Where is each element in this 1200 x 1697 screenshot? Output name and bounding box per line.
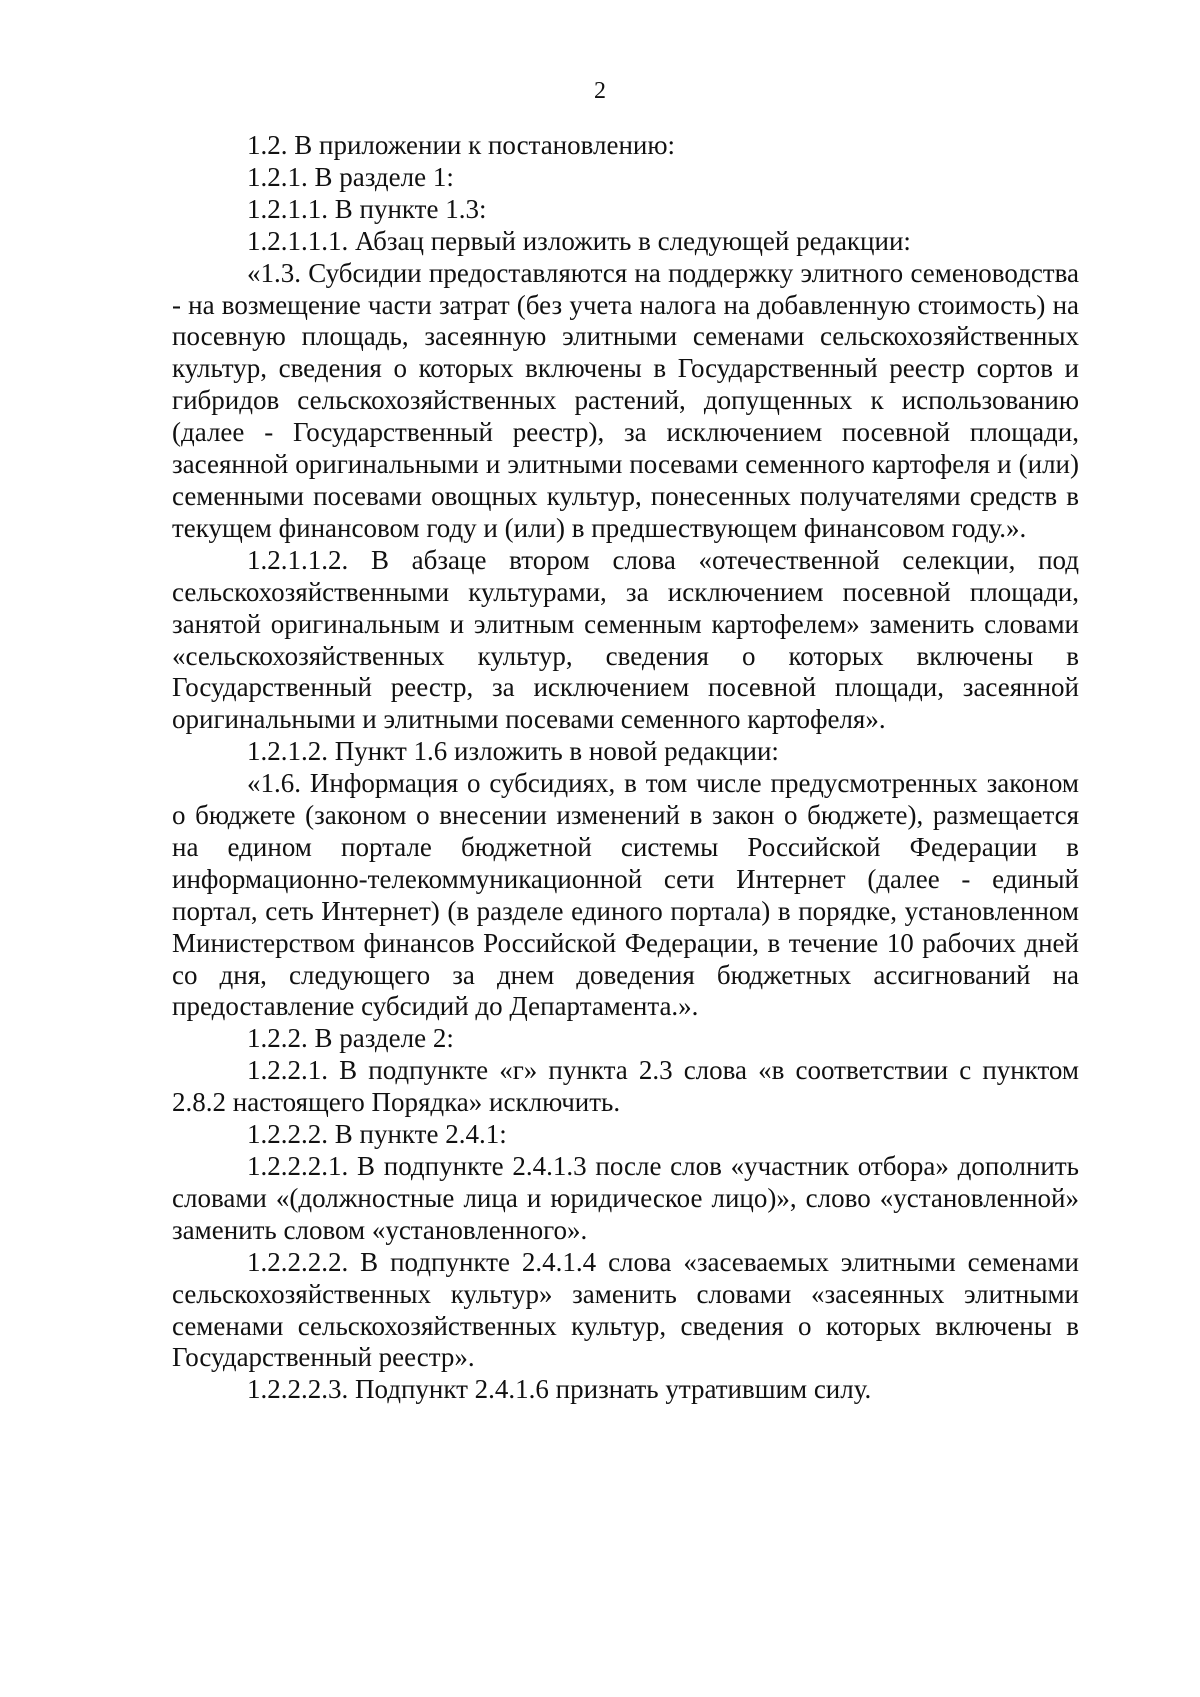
paragraph-1-2-1-1: 1.2.1.1. В пункте 1.3: xyxy=(247,193,487,224)
paragraph-1-2-2-2-3: 1.2.2.2.3. Подпункт 2.4.1.6 признать утратившим силу. xyxy=(247,1374,872,1405)
paragraph-1-2-1: 1.2.1. В разделе 1: xyxy=(247,161,454,192)
paragraph-1-2-2-1: 1.2.2.1. В подпункте «г» пункта 2.3 слова «в соответствии с пунктом 2.8.2 настоящего Порядка» исключить. xyxy=(172,1055,1079,1118)
paragraph-1-2-1-1-1: 1.2.1.1.1. Абзац первый изложить в следующей редакции: xyxy=(247,225,911,256)
paragraph-1-2-1-2: 1.2.1.2. Пункт 1.6 изложить в новой редакции: xyxy=(247,736,779,767)
paragraph-quote-1-6: «1.6. Информация о субсидиях, в том числе предусмотренных законом о бюджете (законом о внесении изменений в закон о бюджете), размещается на едином портале бюджетной системы Российской Федерации в информационно-телекоммуникационной сети Интернет (далее - единый портал, сеть Интернет) (в разделе единого портала) в порядке, установленном Министерством финансов Российской Федерации, в течение 10 рабочих дней со дня, следующего за днем доведения бюджетных ассигнований на предоставление субсидий до Департамента.». xyxy=(172,768,1079,1022)
page-number: 2 xyxy=(594,78,606,104)
paragraph-1-2-1-1-2: 1.2.1.1.2. В абзаце втором слова «отечественной селекции, под сельскохозяйственными культурами, за исключением посевной площади, занятой оригинальным и элитным семенным картофелем» заменить словами «сельскохозяйственных культур, сведения о которых включены в Государственный реестр, за исключением посевной площади, засеянной оригинальными и элитными посевами семенного картофеля». xyxy=(172,544,1079,735)
paragraph-1-2: 1.2. В приложении к постановлению: xyxy=(247,130,676,160)
paragraph-1-2-2-2: 1.2.2.2. В пункте 2.4.1: xyxy=(247,1119,507,1150)
paragraph-quote-1-3: «1.3. Субсидии предоставляются на поддержку элитного семеноводства - на возмещение части затрат (без учета налога на добавленную стоимость) на посевную площадь, засеянную элитными семенами сельскохозяйственных культур, сведения о которых включены в Государственный реестр сортов и гибридов сельскохозяйственных растений, допущенных к использованию (далее - Государственный реестр), за исключением посевной площади, засеянной оригинальными и элитными посевами семенного картофеля и (или) семенными посевами овощных культур, понесенных получателями средств в текущем финансовом году и (или) в предшествующем финансовом году.». xyxy=(172,257,1079,543)
paragraph-1-2-2: 1.2.2. В разделе 2: xyxy=(247,1023,454,1054)
paragraph-1-2-2-2-2: 1.2.2.2.2. В подпункте 2.4.1.4 слова «засеваемых элитными семенами сельскохозяйственных культур» заменить словами «засеянных элитными семенами сельскохозяйственных культур, сведения о которых включены в Государственный реестр». xyxy=(172,1246,1079,1373)
paragraph-1-2-2-2-1: 1.2.2.2.1. В подпункте 2.4.1.3 после слов «участник отбора» дополнить словами «(должностные лица и юридическое лицо)», слово «установленной» заменить словом «установленного». xyxy=(172,1151,1079,1245)
document-body xyxy=(172,130,1079,1406)
